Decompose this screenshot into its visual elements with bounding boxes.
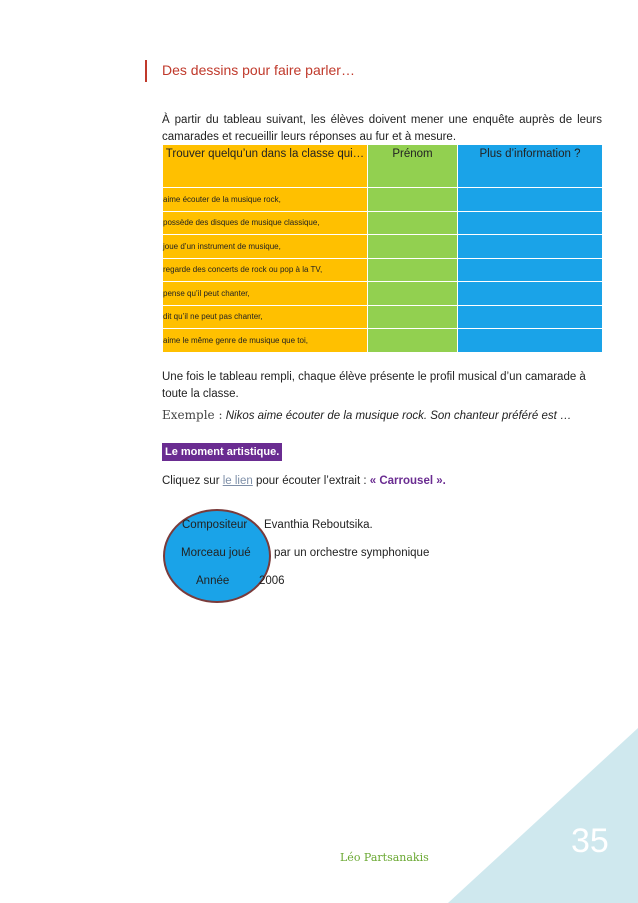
header-first-name: Prénom (368, 145, 458, 188)
more-info-cell[interactable] (458, 211, 603, 235)
year-label: Année (196, 575, 230, 587)
composer-value: Evanthia Reboutsika. (264, 519, 373, 531)
question-cell: dit qu’il ne peut pas chanter, (163, 305, 368, 329)
composer-label: Compositeur (182, 519, 248, 531)
first-name-cell[interactable] (368, 235, 458, 259)
section-title: Des dessins pour faire parler… (162, 62, 355, 78)
footer-author: Léo Partsanakis (340, 851, 429, 864)
question-cell: aime écouter de la musique rock, (163, 188, 368, 212)
more-info-cell[interactable] (458, 258, 603, 282)
table-row (163, 258, 603, 282)
question-cell: regarde des concerts de rock ou pop à la TV, (163, 258, 368, 282)
question-cell: aime le même genre de musique que toi, (163, 329, 368, 353)
first-name-cell[interactable] (368, 329, 458, 353)
table-row (163, 211, 603, 235)
piece-value: par un orchestre symphonique (274, 547, 430, 559)
more-info-cell[interactable] (458, 282, 603, 306)
header-find-someone: Trouver quelqu’un dans la classe qui… (163, 145, 368, 188)
example-label: Exemple : (162, 408, 223, 422)
table-header-row (163, 145, 603, 188)
listen-prefix: Cliquez sur (162, 475, 223, 487)
corner-decoration (448, 728, 638, 903)
table-row (163, 282, 603, 306)
first-name-cell[interactable] (368, 188, 458, 212)
extract-title: « Carrousel ». (369, 475, 446, 487)
table-row (163, 235, 603, 259)
intro-paragraph: À partir du tableau suivant, les élèves doivent mener une enquête auprès de leurs camarades et recueillir leurs réponses au fur et à mesure. (162, 114, 602, 143)
artistic-moment-badge: Le moment artistique. (162, 443, 282, 461)
more-info-cell[interactable] (458, 329, 603, 353)
question-cell: possède des disques de musique classique, (163, 211, 368, 235)
page-number: 35 (571, 822, 609, 860)
table-row (163, 329, 603, 353)
listen-middle: pour écouter l’extrait : (252, 475, 370, 487)
more-info-cell[interactable] (458, 188, 603, 212)
first-name-cell[interactable] (368, 305, 458, 329)
year-value: 2006 (259, 575, 285, 587)
table-row (163, 188, 603, 212)
piece-label: Morceau joué (181, 547, 251, 559)
first-name-cell[interactable] (368, 211, 458, 235)
survey-table (162, 144, 603, 353)
table-row (163, 305, 603, 329)
section-accent-bar (145, 60, 147, 82)
question-cell: joue d’un instrument de musique, (163, 235, 368, 259)
first-name-cell[interactable] (368, 282, 458, 306)
first-name-cell[interactable] (368, 258, 458, 282)
example-text: Nikos aime écouter de la musique rock. Son chanteur préféré est … (225, 410, 572, 422)
header-more-info: Plus d’information ? (458, 145, 603, 188)
example-line (162, 408, 572, 422)
presentation-paragraph: Une fois le tableau rempli, chaque élève présente le profil musical d’un camarade à toute la classe. (162, 371, 586, 400)
extract-link[interactable]: le lien (222, 475, 253, 487)
listen-instruction (162, 475, 446, 487)
more-info-cell[interactable] (458, 305, 603, 329)
more-info-cell[interactable] (458, 235, 603, 259)
question-cell: pense qu’il peut chanter, (163, 282, 368, 306)
